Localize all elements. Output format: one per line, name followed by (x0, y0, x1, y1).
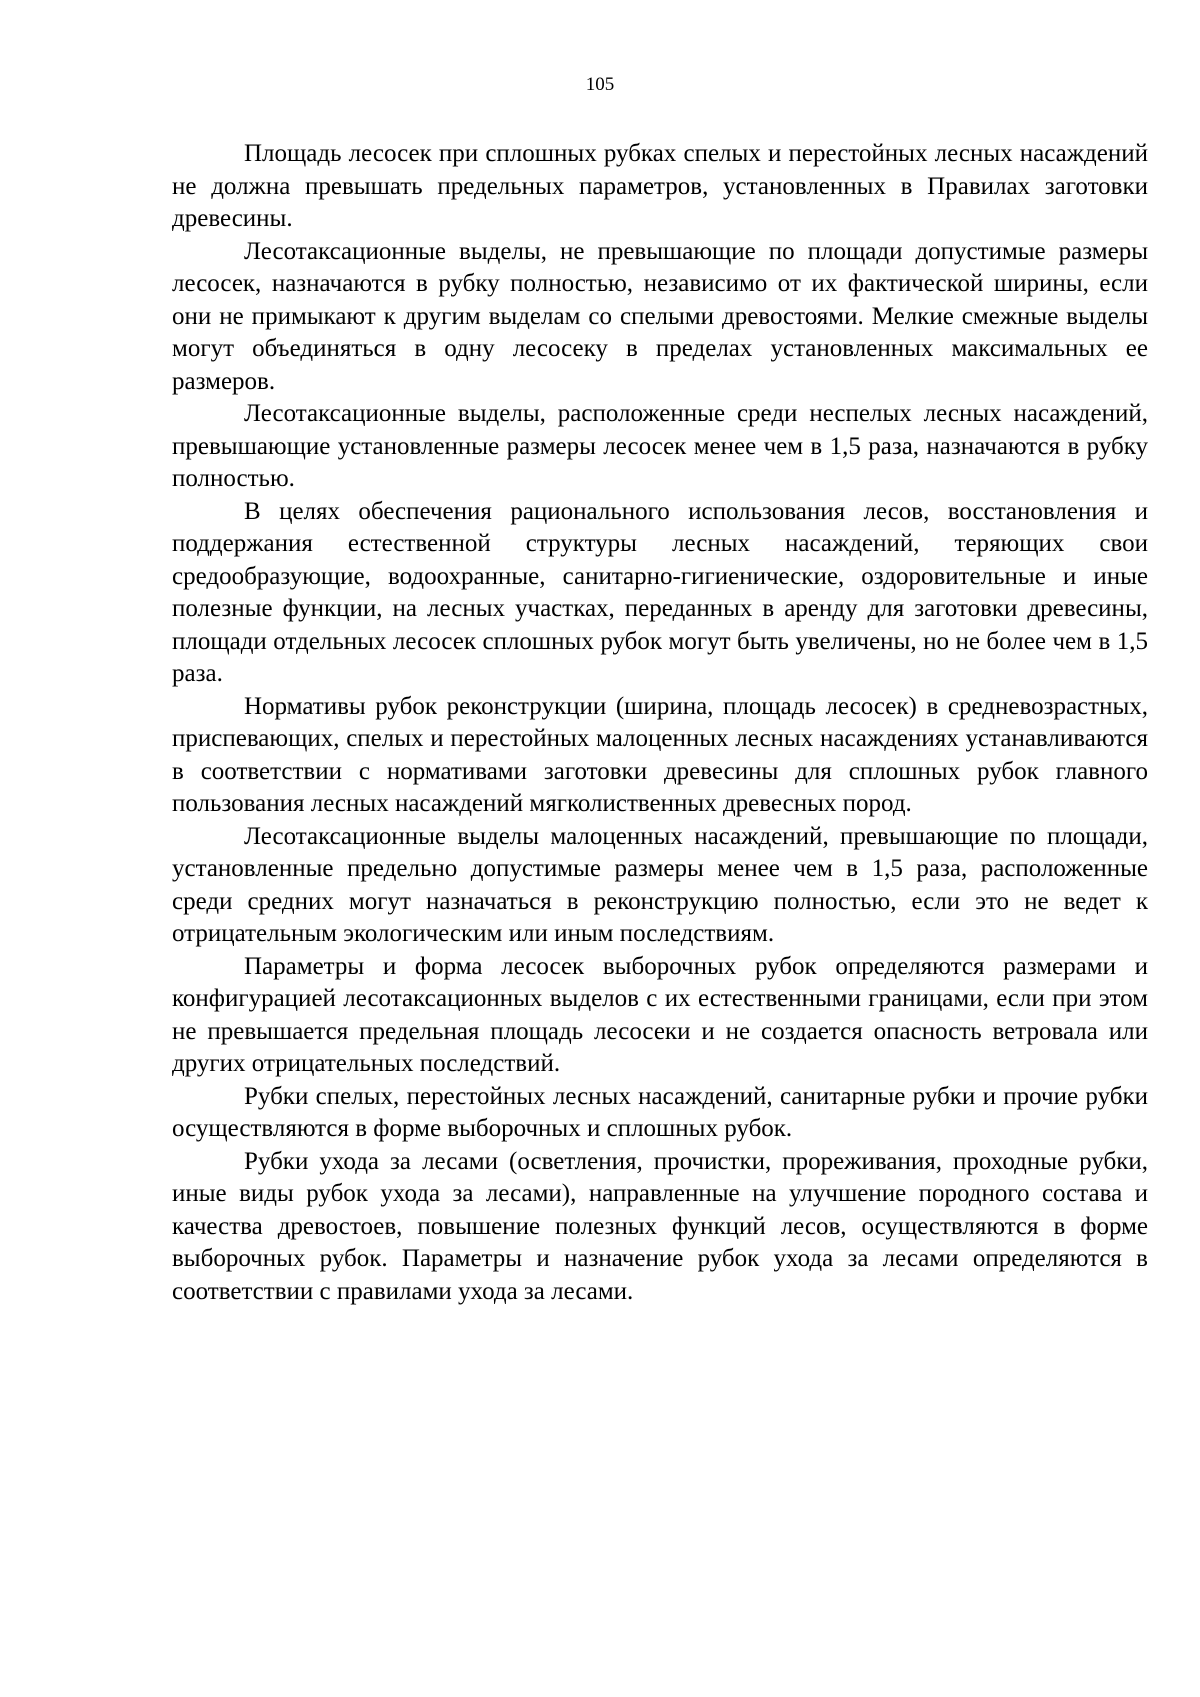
page-number: 105 (585, 74, 615, 95)
paragraph: В целях обеспечения рационального использования лесов, восстановления и поддержания естественной структуры лесных насаждений, теряющих свои средообразующие, водоохранные, санитарно-гигиенические, оздоровительные и иные полезные функции, на лесных участках, переданных в аренду для заготовки древесины, площади отдельных лесосек сплошных рубок могут быть увеличены, но не более чем в 1,5 раза. (172, 497, 1148, 687)
document-body (172, 138, 1148, 1308)
paragraph: Рубки спелых, перестойных лесных насаждений, санитарные рубки и прочие рубки осуществляются в форме выборочных и сплошных рубок. (172, 1082, 1148, 1142)
paragraph: Площадь лесосек при сплошных рубках спелых и перестойных лесных насаждений не должна превышать предельных параметров, установленных в Правилах заготовки древесины. (172, 140, 1148, 232)
paragraph: Параметры и форма лесосек выборочных рубок определяются размерами и конфигурацией лесотаксационных выделов с их естественными границами, если при этом не превышается предельная площадь лесосеки и не создается опасность ветровала или других отрицательных последствий. (172, 952, 1148, 1077)
paragraph: Лесотаксационные выделы, не превышающие по площади допустимые размеры лесосек, назначаются в рубку полностью, независимо от их фактической ширины, если они не примыкают к другим выделам со спелыми древостоями. Мелкие смежные выделы могут объединяться в одну лесосеку в пределах установленных максимальных ее размеров. (172, 237, 1148, 395)
paragraph: Лесотаксационные выделы малоценных насаждений, превышающие по площади, установленные предельно допустимые размеры менее чем в 1,5 раза, расположенные среди средних могут назначаться в реконструкцию полностью, если это не ведет к отрицательным экологическим или иным последствиям. (172, 822, 1148, 947)
paragraph: Рубки ухода за лесами (осветления, прочистки, прореживания, проходные рубки, иные виды рубок ухода за лесами), направленные на улучшение породного состава и качества древостоев, повышение полезных функций лесов, осуществляются в форме выборочных рубок. Параметры и назначение рубок ухода за лесами определяются в соответствии с правилами ухода за лесами. (172, 1147, 1148, 1305)
paragraph: Лесотаксационные выделы, расположенные среди неспелых лесных насаждений, превышающие установленные размеры лесосек менее чем в 1,5 раза, назначаются в рубку полностью. (172, 400, 1148, 492)
paragraph: Нормативы рубок реконструкции (ширина, площадь лесосек) в средневозрастных, приспевающих, спелых и перестойных малоценных лесных насаждениях устанавливаются в соответствии с нормативами заготовки древесины для сплошных рубок главного пользования лесных насаждений мягколиственных древесных пород. (172, 692, 1148, 817)
